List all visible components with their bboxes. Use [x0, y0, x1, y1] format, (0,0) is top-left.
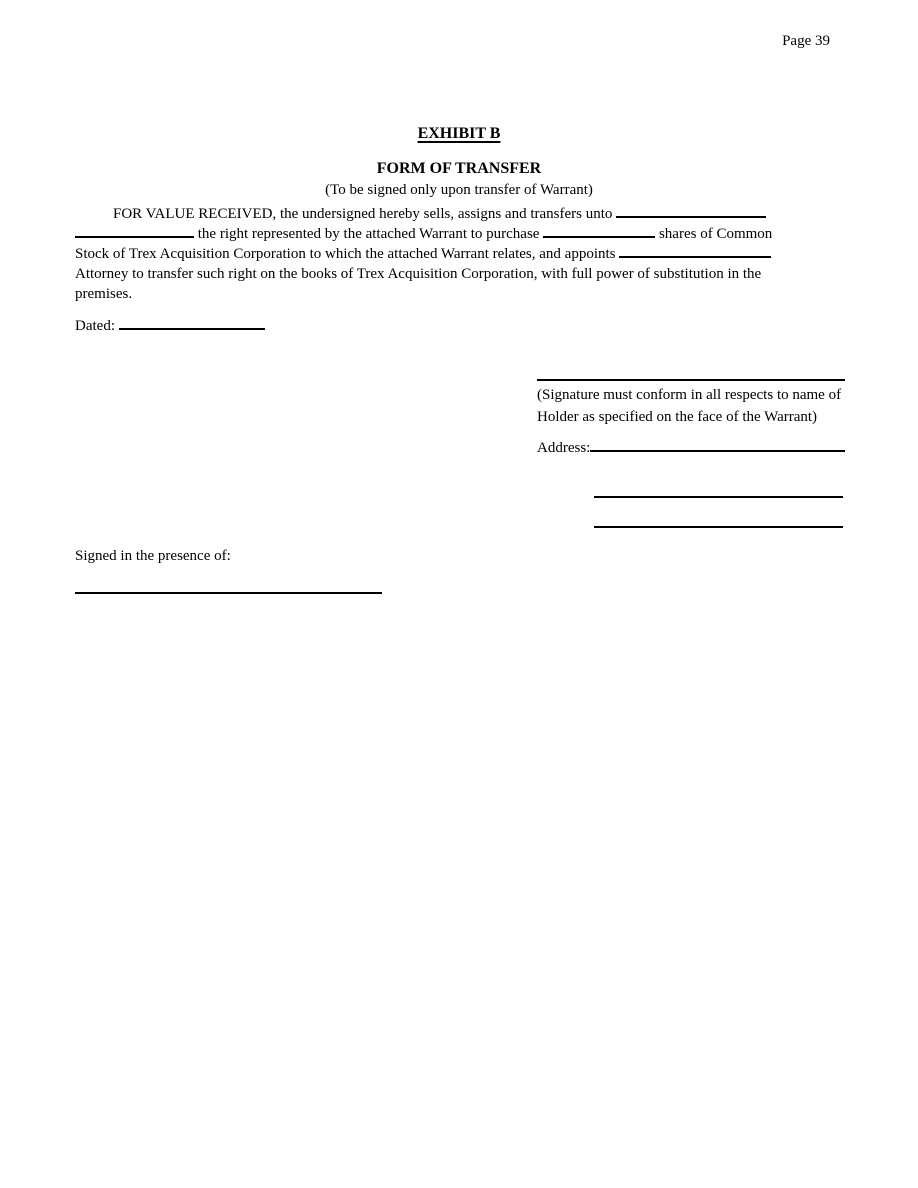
address-extra-line: [594, 526, 843, 528]
signature-block: [537, 379, 845, 458]
dated-blank: [119, 316, 265, 330]
paragraph-text: Attorney to transfer such right on the books of Trex Acquisition Corporation, with full power of substitution in the: [75, 266, 762, 282]
paragraph-text: FOR VALUE RECEIVED, the undersigned hereby sells, assigns and transfers unto: [113, 206, 613, 222]
paragraph-line: [75, 204, 853, 224]
signature-conformity-note: (Signature must conform in all respects to name of Holder as specified on the face of the Warrant): [537, 387, 842, 425]
paragraph-line: [75, 264, 853, 284]
paragraph-text: Stock of Trex Acquisition Corporation to which the attached Warrant relates, and appoints: [75, 246, 616, 262]
form-subtitle: (To be signed only upon transfer of Warrant): [325, 182, 593, 198]
transferee-name-blank: [616, 204, 766, 218]
paragraph-text: the right represented by the attached Warrant to purchase: [197, 226, 540, 242]
transferee-name-blank-continued: [75, 224, 194, 238]
address-blank-line: [590, 436, 845, 452]
signature-line: [537, 379, 845, 381]
witness-block: [75, 546, 383, 594]
transfer-paragraph: [75, 204, 853, 304]
attorney-name-blank: [619, 244, 771, 258]
document-header: [0, 124, 918, 200]
paragraph-line: [75, 284, 853, 304]
address-label: Address:: [537, 440, 591, 456]
paragraph-text: shares of Common: [658, 226, 773, 242]
paragraph-line: [75, 244, 853, 264]
witness-signature-line: [75, 592, 382, 594]
page-number: Page 39: [782, 33, 830, 49]
witness-label: Signed in the presence of:: [75, 548, 231, 564]
address-row: [537, 436, 845, 458]
paragraph-line: [75, 224, 853, 244]
share-count-blank: [543, 224, 655, 238]
paragraph-text: premises.: [75, 286, 133, 302]
dated-label: Dated:: [75, 318, 115, 334]
address-extra-line: [594, 496, 843, 498]
form-title: FORM OF TRANSFER: [376, 160, 542, 177]
dated-row: [75, 316, 265, 336]
exhibit-title: EXHIBIT B: [417, 125, 501, 142]
